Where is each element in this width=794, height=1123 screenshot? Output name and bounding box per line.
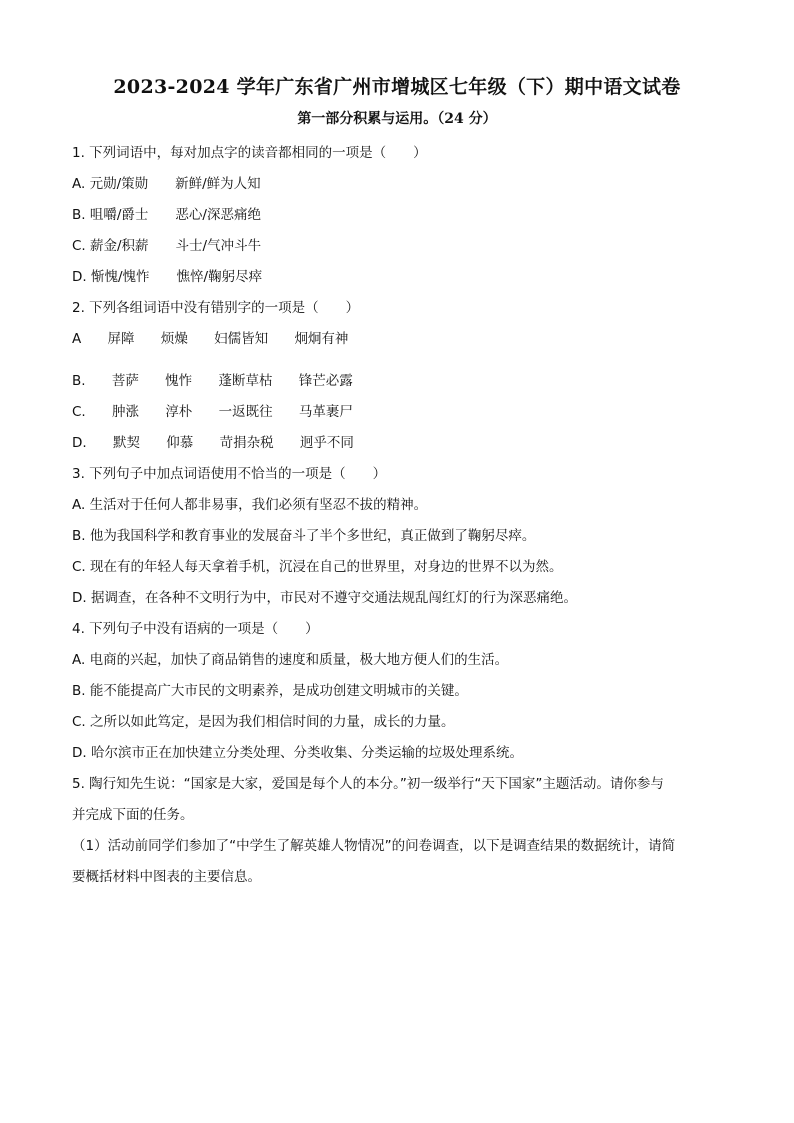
option-word: 菩萨 [111,373,139,389]
exam-title: 2023-2024 学年广东省广州市增城区七年级（下）期中语文试卷 [113,76,681,98]
question-1-option-c: C. 薪金/积薪 斗士/气冲斗牛 [72,238,262,254]
question-4-option-d: D. 哈尔滨市正在加快建立分类处理、分类收集、分类运输的垃圾处理系统。 [72,745,523,761]
option-word: 屏障 [107,331,135,347]
question-3-option-d: D. 据调查，在各种不文明行为中，市民对不遵守交通法规乱闯红灯的行为深恶痛绝。 [72,590,577,606]
question-2-option-a [72,324,732,355]
option-word: 肿涨 [112,404,140,420]
question-5-stem-line1: 5. 陶行知先生说：“国家是大家，爱国是每个人的本分。”初一级举行“天下国家”主题活动。请你参与 [72,776,664,792]
question-1-option-d: D. 惭愧/愧怍 憔悴/鞠躬尽瘁 [72,269,263,285]
question-5-sub1-line2: 要概括材料中图表的主要信息。 [72,869,261,885]
option-word: 一返既往 [218,404,273,420]
question-4-option-b: B. 能不能提高广大市民的文明素养，是成功创建文明城市的关键。 [72,683,468,699]
question-4-option-c: C. 之所以如此笃定，是因为我们相信时间的力量，成长的力量。 [72,714,455,730]
option-word: 迥乎不同 [299,435,354,451]
option-letter: D. [72,435,87,451]
question-4-stem: 4. 下列句子中没有语病的一项是（ ） [72,621,319,637]
question-3-option-c: C. 现在有的年轻人每天拿着手机，沉浸在自己的世界里，对身边的世界不以为然。 [72,559,563,575]
question-list [72,138,732,893]
question-4-option-a: A. 电商的兴起，加快了商品销售的速度和质量，极大地方便人们的生活。 [72,652,509,668]
question-2-option-d [72,428,732,459]
question-5-stem-line2: 并完成下面的任务。 [72,807,194,823]
option-word: 炯炯有神 [294,331,349,347]
question-5-sub1-line1: （1）活动前同学们参加了“中学生了解英雄人物情况”的问卷调查，以下是调查结果的数据统计，请简 [72,838,676,854]
question-2-option-c [72,397,732,428]
question-3-stem: 3. 下列句子中加点词语使用不恰当的一项是（ ） [72,466,387,482]
option-word: 妇儒皆知 [214,331,269,347]
option-word: 蓬断草枯 [218,373,273,389]
question-1-option-b: B. 咀嚼/爵士 恶心/深恶痛绝 [72,207,261,223]
question-2-stem: 2. 下列各组词语中没有错别字的一项是（ ） [72,300,360,316]
option-word: 愧怍 [165,373,193,389]
option-word: 烦燥 [160,331,188,347]
section-heading: 第一部分积累与运用。（24 分） [297,111,497,127]
option-word: 锋芒必露 [298,373,353,389]
option-letter: B. [72,373,86,389]
option-word: 淳朴 [165,404,193,420]
option-word: 马革裹尸 [298,404,353,420]
question-2-option-b [72,366,732,397]
question-3-option-b: B. 他为我国科学和教育事业的发展奋斗了半个多世纪，真正做到了鞠躬尽瘁。 [72,528,536,544]
option-word: 苛捐杂税 [219,435,274,451]
option-word: 默契 [112,435,140,451]
question-3-option-a: A. 生活对于任何人都非易事，我们必须有坚忍不拔的精神。 [72,497,428,513]
spacer [72,355,732,366]
question-1-option-a: A. 元勋/策勋 新鲜/鲜为人知 [72,176,261,192]
option-word: 仰慕 [166,435,194,451]
option-letter: C. [72,404,86,420]
question-1-stem: 1. 下列词语中，每对加点字的读音都相同的一项是（ ） [72,145,427,161]
option-letter: A [72,331,82,347]
